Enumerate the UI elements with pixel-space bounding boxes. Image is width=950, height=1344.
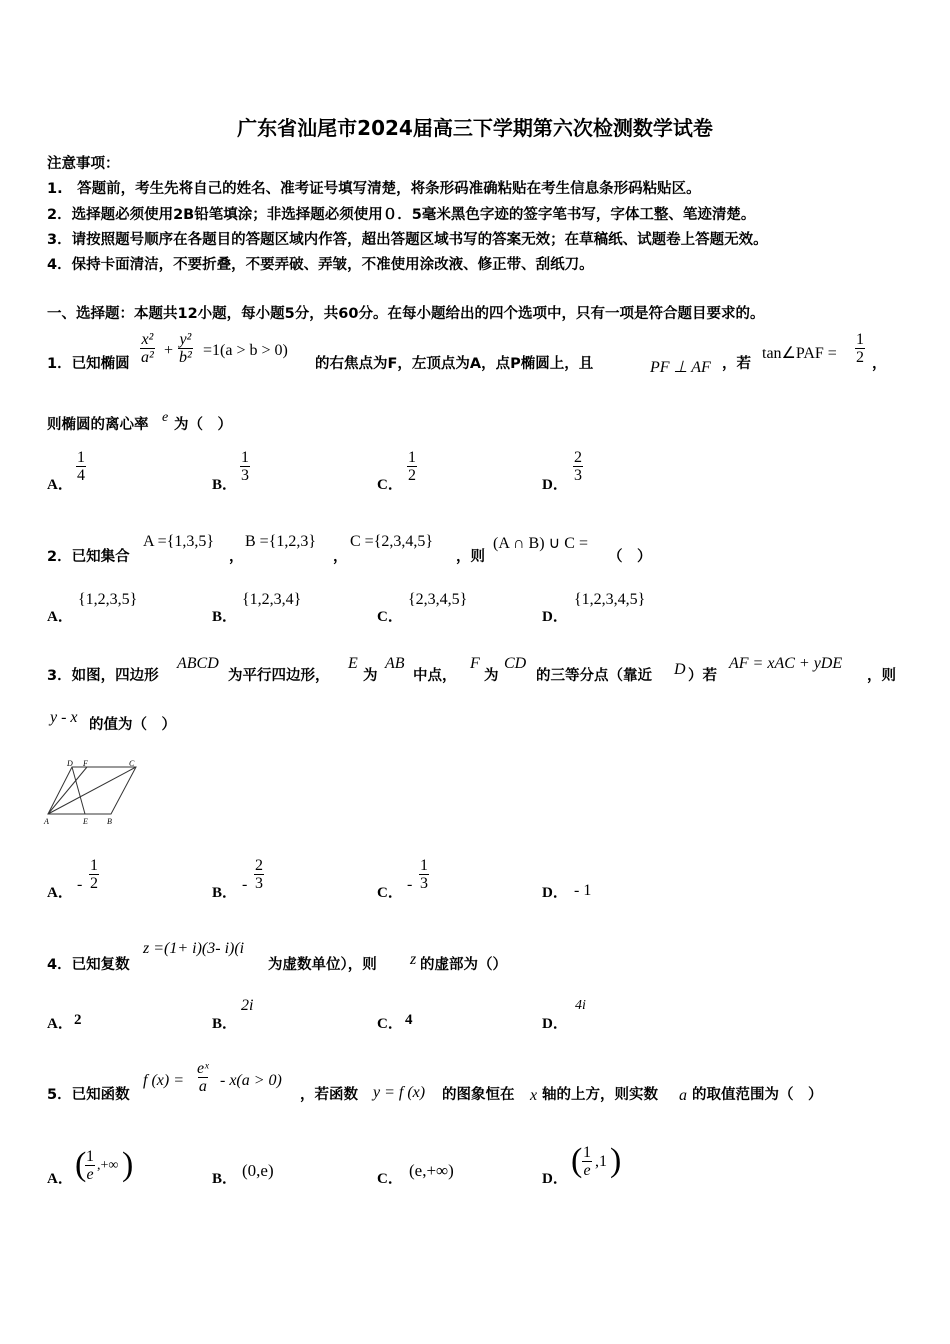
notice-item: 1. 答题前，考生先将自己的姓名、准考证号填写清楚，将条形码准确粘贴在考生信息条形码粘贴区。 [47, 181, 701, 197]
q5-f: f (x) = [143, 1072, 184, 1089]
option-value: 2i [241, 997, 254, 1014]
q2-ze: ，则 [456, 549, 485, 565]
option-value: - 1 [574, 882, 592, 899]
q4-text: 的虚部为（） [420, 957, 507, 973]
q1-line2: 则椭圆的离心率 [47, 417, 149, 433]
q5-x: x [530, 1087, 538, 1104]
option-label: B． [212, 1016, 238, 1032]
option-value: $\frac{1}{3}$ [241, 449, 249, 484]
q2-set-b: B ={1,2,3} [245, 533, 317, 550]
q1-text: 的右焦点为F，左顶点为A，点P椭圆上，且 [315, 356, 594, 372]
figure-label: A [44, 817, 49, 826]
option-label: C． [377, 477, 403, 493]
q2-end: （ ） [608, 549, 652, 565]
option-label: C． [377, 1171, 403, 1187]
q1-tan-frac: $\frac{1}{2}$ [856, 331, 864, 366]
option-value: {2,3,4,5} [408, 591, 468, 608]
q2-set-c: C ={2,3,4,5} [350, 533, 434, 550]
q5-text: 的图象恒在 [442, 1087, 515, 1103]
option-label: D． [542, 885, 568, 901]
option-label: B． [212, 609, 238, 625]
q3-yx: y - x [50, 709, 78, 726]
q5-a: a [679, 1087, 687, 1104]
option-value: {1,2,3,4,5} [574, 591, 646, 608]
option-open: ( [75, 1146, 87, 1183]
notice-item: 3．请按照题号顺序在各题目的答题区域内作答，超出答题区域书写的答案无效；在草稿纸、试题卷上答题无效。 [47, 232, 768, 248]
figure-label: D [67, 759, 73, 768]
option-value: 4 [405, 1012, 413, 1028]
section-heading: 一、选择题：本题共12小题，每小题5分，共60分。在每小题给出的四个选项中，只有一项是符合题目要求的。 [47, 306, 765, 322]
segment-ac [48, 767, 136, 814]
q2-sep: ， [229, 549, 244, 565]
notice-item: 2．选择题必须使用2B铅笔填涂；非选择题必须使用０．5毫米黑色字迹的签字笔书写，字体工整、笔迹清楚。 [47, 207, 756, 223]
q2-set-a: A ={1,3,5} [143, 533, 215, 550]
option-value: 2 [74, 1012, 82, 1028]
option-value: $\frac{1}{3}$ [420, 857, 428, 892]
q1-comma: ， [872, 356, 887, 372]
q1-tan: tan∠PAF = [762, 345, 837, 362]
q3-prefix: 3．如图，四边形 [47, 668, 159, 684]
page-title: 广东省汕尾市2024届高三下学期第六次检测数学试卷 [237, 116, 713, 140]
figure-label: C [129, 759, 135, 768]
option-label: A． [47, 609, 73, 625]
q3-text: 中点， [413, 668, 457, 684]
option-value: 4i [575, 998, 586, 1013]
figure-label: B [107, 817, 112, 826]
q2-sep: ， [333, 549, 348, 565]
q4-equation: z =(1+ i)(3- i)(i [143, 940, 245, 957]
option-label: C． [377, 1016, 403, 1032]
segment-de [72, 767, 85, 814]
option-value: $\frac{1}{e}$ [583, 1144, 591, 1179]
notice-heading: 注意事项： [47, 156, 120, 172]
q3-text: 为平行四边形， [228, 668, 330, 684]
q5-text: ，若函数 [300, 1087, 358, 1103]
q3-text: 为 [484, 668, 499, 684]
q1-prefix: 1．已知椭圆 [47, 356, 130, 372]
option-value: $\frac{1}{2}$ [408, 449, 416, 484]
option-value: {1,2,3,5} [78, 591, 138, 608]
option-tail: ,+∞ [97, 1158, 119, 1173]
option-value: $\frac{1}{e}$ [86, 1148, 94, 1183]
q5-text: 的取值范围为（ ） [692, 1087, 823, 1103]
option-label: D． [542, 1016, 568, 1032]
q5-tail: - x(a > 0) [220, 1072, 282, 1089]
q1-ruo: ，若 [722, 356, 751, 372]
option-label: D． [542, 477, 568, 493]
option-label: A． [47, 1171, 73, 1187]
option-label: B． [212, 885, 238, 901]
figure-label: E [83, 817, 88, 826]
q3-text: ）若 [688, 668, 717, 684]
q1-perp: PF ⊥ AF [650, 359, 711, 376]
q3-d: D [674, 661, 686, 678]
q3-ab: AB [385, 655, 405, 672]
option-sign: - [407, 876, 413, 893]
q5-y: y = f (x) [373, 1084, 426, 1101]
segment-af [48, 767, 87, 814]
option-label: D． [542, 1171, 568, 1187]
q1-frac-x: $\frac{\text{x²}}{\text{a²}}$ [141, 331, 154, 366]
option-value: {1,2,3,4} [242, 591, 302, 608]
option-value: $\frac{2}{3}$ [574, 449, 582, 484]
option-label: B． [212, 477, 238, 493]
q5-prefix: 5．已知函数 [47, 1087, 130, 1103]
parallelogram-figure [40, 758, 140, 828]
option-close: ) [122, 1146, 134, 1183]
notice-item: 4．保持卡面清洁，不要折叠，不要弄破、弄皱，不准使用涂改液、修正带、刮纸刀。 [47, 257, 594, 273]
option-label: C． [377, 885, 403, 901]
option-value: $\frac{1}{4}$ [77, 449, 85, 484]
option-value: (e,+∞) [409, 1161, 454, 1180]
q3-text: 为 [363, 668, 378, 684]
option-value: (0,e) [242, 1161, 274, 1180]
option-value: $\frac{1}{2}$ [90, 857, 98, 892]
q1-e: e [162, 410, 169, 425]
option-sign: - [242, 876, 248, 893]
q5-text: 轴的上方，则实数 [542, 1087, 658, 1103]
q5-frac: $\frac{\text{eˣ}}{a}$ [197, 1060, 209, 1095]
option-sign: - [77, 876, 83, 893]
figure-label: F [83, 759, 88, 768]
q1-equation: =1(a > b > 0) [203, 342, 288, 359]
option-label: D． [542, 609, 568, 625]
option-label: B． [212, 1171, 238, 1187]
q4-text: 为虚数单位），则 [268, 957, 377, 973]
option-open: ( [571, 1142, 583, 1179]
option-label: C． [377, 609, 403, 625]
q1-frac-y: $\frac{\text{y²}}{\text{b²}}$ [179, 331, 192, 366]
option-label: A． [47, 477, 73, 493]
q3-vector-eq: AF = xAC + yDE [729, 655, 843, 672]
q4-z: z [410, 951, 417, 968]
q3-f: F [470, 655, 480, 672]
q3-cd: CD [504, 655, 527, 672]
option-tail: ,1 [595, 1153, 607, 1170]
q4-prefix: 4．已知复数 [47, 957, 130, 973]
q3-text: 的值为（ ） [89, 717, 176, 733]
option-label: A． [47, 885, 73, 901]
q3-abcd: ABCD [177, 655, 219, 672]
q3-e: E [348, 655, 358, 672]
q2-prefix: 2．已知集合 [47, 549, 130, 565]
q2-expr: (A ∩ B) ∪ C = [493, 535, 588, 552]
option-label: A． [47, 1016, 73, 1032]
q3-text: ，则 [867, 668, 896, 684]
q1-plus: + [164, 342, 174, 359]
option-close: ) [610, 1142, 622, 1179]
q3-text: 的三等分点（靠近 [536, 668, 652, 684]
q1-line2-end: 为（ ） [174, 417, 232, 433]
option-value: $\frac{2}{3}$ [255, 857, 263, 892]
